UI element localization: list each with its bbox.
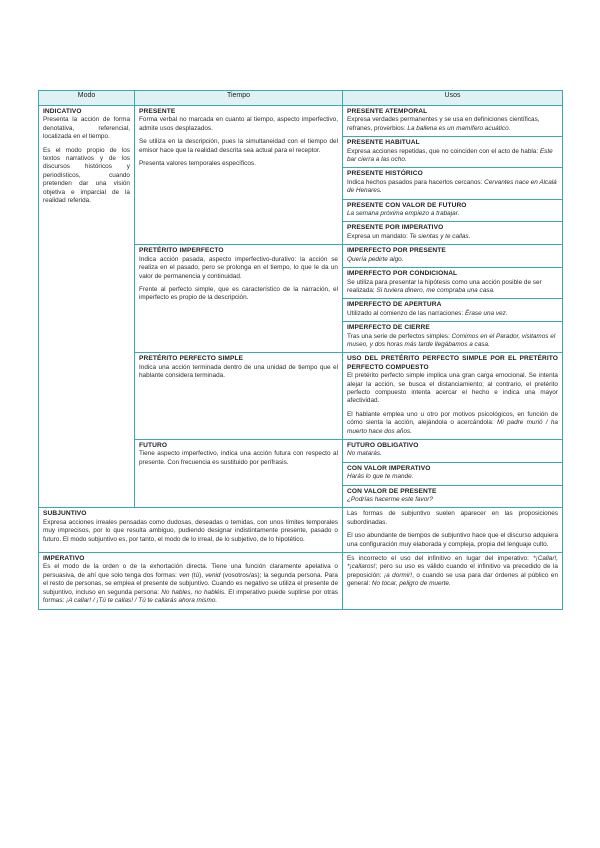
uso-example: La ballena es un mamífero acuático. (407, 124, 511, 132)
imperativo-text (43, 563, 338, 605)
perfecto-uso-example: Mi padre murió / ha muerto hace dos años. (347, 419, 558, 435)
imperativo-t1: Es el modo de la orden o de la exhortación directa. Tiene una función claramente apelativa o persuasiva, de ahí que solo tenga dos formas: (43, 563, 338, 579)
subjuntivo-title: SUBJUNTIVO (43, 510, 87, 518)
subjuntivo-usos-cell (343, 508, 563, 553)
presente-usos-cell (343, 106, 563, 245)
presente-p2: Se utiliza en la descripción, pues la simultaneidad con el tiempo del emisor hace que la realidad descrita sea actual para el receptor. (139, 138, 338, 154)
uso-example: La semana próxima empiezo a trabajar. (347, 210, 460, 218)
indicativo-cell (39, 106, 135, 508)
uso-item (343, 485, 562, 507)
uso-example: Cervantes nace en Alcalá de Henares. (347, 178, 557, 195)
imperativo-t1-em3: No hables, no habléis. (161, 588, 226, 596)
uso-title: PRESENTE HABITUAL (347, 139, 420, 147)
uso-title: PRESENTE POR IMPERATIVO (347, 224, 444, 232)
imperativo-t1-em4: ¡A callar! / ¡Tú te callas! / Tú te callarás ahora mismo. (66, 597, 218, 605)
header-modo: Modo (39, 91, 135, 106)
uso-title: IMPERFECTO DE APERTURA (347, 301, 442, 309)
indicativo-p2: Es el modo propio de los textos narrativos y de los discursos históricos y periodísticos, cuando pretenden dar una visión objetiva e imparcial de la realidad referida. (43, 146, 130, 205)
presente-usos-list (343, 106, 562, 244)
perfecto-p1: Indica una acción terminada dentro de una unidad de tiempo que el hablante considera terminada. (139, 363, 338, 380)
imperfecto-cell (135, 245, 343, 353)
uso-example: Si tuviera dinero, me compraba una casa. (376, 286, 495, 294)
uso-example: Quería pedirte algo. (347, 255, 404, 263)
futuro-usos-list (343, 440, 562, 507)
row-imperativo (39, 553, 563, 609)
header-usos: Usos (343, 91, 563, 106)
uso-item (343, 199, 562, 222)
perfecto-title: PRETÉRITO PERFECTO SIMPLE (139, 355, 244, 363)
perfecto-uso-p2 (347, 411, 558, 436)
imperativo-u1: Es incorrecto el uso del infinitivo en lugar del imperativo: (347, 555, 534, 563)
imperativo-u1-c: , o cuando se usa para dar órdenes al público en general: (347, 571, 559, 588)
imperativo-t1-b: (tú), (189, 571, 206, 579)
uso-title: PRESENTE CON VALOR DE FUTURO (347, 201, 467, 209)
uso-item (343, 299, 562, 322)
header-row (39, 91, 563, 106)
subjuntivo-usos-p2: El uso abundante de tiempos de subjuntivo hace que el discurso adquiera una configuración muy elaborada y compleja, propia del lenguaje culto. (347, 532, 558, 548)
presente-title: PRESENTE (139, 108, 176, 115)
imperativo-t1-em1: ven (179, 571, 190, 579)
uso-title: PRESENTE HISTÓRICO (347, 170, 423, 178)
imperativo-t1-em2: venid (205, 571, 221, 579)
indicativo-title: INDICATIVO (43, 108, 82, 115)
imperfecto-usos-list (343, 245, 562, 352)
uso-text: Se utiliza para presentar la hipótesis como una acción posible de ser realizada: (347, 278, 542, 294)
uso-item (343, 245, 562, 267)
futuro-usos-cell (343, 440, 563, 508)
imperativo-t1-d: El imperativo puede suplirse por otras formas: (43, 588, 338, 605)
uso-text: Utilizado al comienzo de las narraciones: (347, 309, 465, 317)
uso-item (343, 440, 562, 462)
uso-title: IMPERFECTO POR CONDICIONAL (347, 270, 458, 278)
uso-item (343, 168, 562, 199)
uso-text: Expresa acciones repetidas, que no coinciden con el acto de habla: (347, 147, 540, 155)
imperfecto-usos-cell (343, 245, 563, 353)
presente-cell (135, 106, 343, 245)
uso-example: ¿Podrías hacerme este favor? (347, 496, 433, 504)
perfecto-uso-p1: El pretérito perfecto simple implica una gran carga emocional. Se intenta alejar la acción, se busca el distanciamiento; al contrario, el pretérito perfecto compuesto intenta acercar el hecho e indica una mayor afectividad. (347, 372, 558, 405)
subjuntivo-p1: Expresa acciones irreales pensadas como dudosas, deseadas o temidas, con unos límites temporales muy imprecisos, por lo que resulta ambiguo, pudiendo designar indistintamente presente, pasado o futuro. El modo subjuntivo es, por tanto, el modo de lo irreal, de lo subjetivo, de lo hipotético. (43, 518, 338, 543)
uso-example: Te sientas y te callas. (409, 232, 471, 240)
uso-item (343, 106, 562, 137)
uso-item (343, 268, 562, 299)
uso-title: PRESENTE ATEMPORAL (347, 108, 428, 115)
header-tiempo: Tiempo (135, 91, 343, 106)
imperfecto-p2: Frente al perfecto simple, que es característico de la narración, el imperfecto es propio de la descripción. (139, 285, 338, 302)
imperativo-u1-b: ; pero su uso es válido cuando el infinitivo va precedido de la preposición: (347, 563, 558, 579)
presente-p1: Forma verbal no marcada en cuanto al tiempo, aspecto imperfectivo, admite usos desplazados. (139, 116, 338, 132)
imperativo-u1-em3: No tocar, peligro de muerte. (371, 580, 451, 588)
imperativo-usos-cell (343, 553, 563, 609)
imperativo-cell (39, 553, 343, 609)
imperativo-u1-em1: *¡Callar!, *¡callaros! (347, 555, 558, 571)
uso-item (343, 137, 562, 168)
uso-item (343, 462, 562, 485)
perfecto-uso-p2-text: El hablante emplea uno u otro por motivos psicológicos, en función de cómo sienta la acción, alejándola o acercándola: (347, 410, 558, 427)
imperativo-u1-em2: ¡a dormir! (383, 571, 413, 579)
uso-item (343, 222, 562, 244)
futuro-p1: Tiene aspecto imperfectivo, indica una acción futura con respecto al presente. Con frecuencia es sustituido por perífrasis. (139, 450, 338, 466)
imperativo-t1-c: (vosotros/as); la segunda persona. Para el resto de personas, se emplea el presente de subjuntivo. Cuando es negativo se utiliza el presente de subjuntivo, incluso en segunda persona: (43, 571, 338, 596)
uso-example: Este bar cierra a las ocho. (347, 147, 553, 164)
uso-text: Indica hechos pasados para hacerlos cercanos: (347, 178, 485, 186)
verb-modes-table (38, 90, 563, 610)
uso-title: CON VALOR IMPERATIVO (347, 464, 431, 472)
uso-title: CON VALOR DE PRESENTE (347, 487, 437, 495)
futuro-cell (135, 440, 343, 508)
uso-text: Expresa un mandato: (347, 232, 410, 240)
uso-title: IMPERFECTO DE CIERRE (347, 324, 430, 332)
perfecto-cell (135, 353, 343, 440)
row-presente (39, 106, 563, 245)
uso-example: Harás lo que te mande. (347, 473, 414, 481)
perfecto-usos-cell (343, 353, 563, 440)
imperfecto-p1: Indica acción pasada, aspecto imperfectivo-durativo: la acción se realiza en el pasado, pero se prolonga en el tiempo, lo que le da un valor de permanencia y continuidad. (139, 255, 338, 280)
uso-title: IMPERFECTO POR PRESENTE (347, 247, 446, 255)
imperativo-title: IMPERATIVO (43, 555, 85, 563)
uso-item (343, 322, 562, 353)
subjuntivo-usos-p1: Las formas de subjuntivo suelen aparecer en las proposiciones subordinadas. (347, 510, 558, 526)
uso-example: Érase una vez. (464, 309, 508, 317)
uso-text: Expresa verdades permanentes y se usa en definiciones científicas, refranes, proverbios: (347, 116, 540, 132)
subjuntivo-cell (39, 508, 343, 553)
uso-example: Comimos en el Parador, visitamos el museo, y dos horas más tarde llegábamos a casa. (347, 332, 556, 348)
row-subjuntivo (39, 508, 563, 553)
futuro-title: FUTURO (139, 442, 168, 449)
perfecto-uso-title: USO DEL PRETÉRITO PERFECTO SIMPLE POR EL PRETÉRITO PERFECTO COMPUESTO (347, 355, 558, 371)
uso-title: FUTURO OBLIGATIVO (347, 442, 419, 449)
indicativo-p1: Presenta la acción de forma denotativa, referencial, localizada en el tiempo. (43, 116, 130, 141)
imperfecto-title: PRETÉRITO IMPERFECTO (139, 247, 224, 255)
uso-text: Tras una serie de perfectos simples: (347, 332, 452, 340)
uso-example: No matarás. (347, 450, 382, 458)
imperativo-usos-text (347, 555, 558, 589)
presente-p3: Presenta valores temporales específicos. (139, 160, 256, 168)
